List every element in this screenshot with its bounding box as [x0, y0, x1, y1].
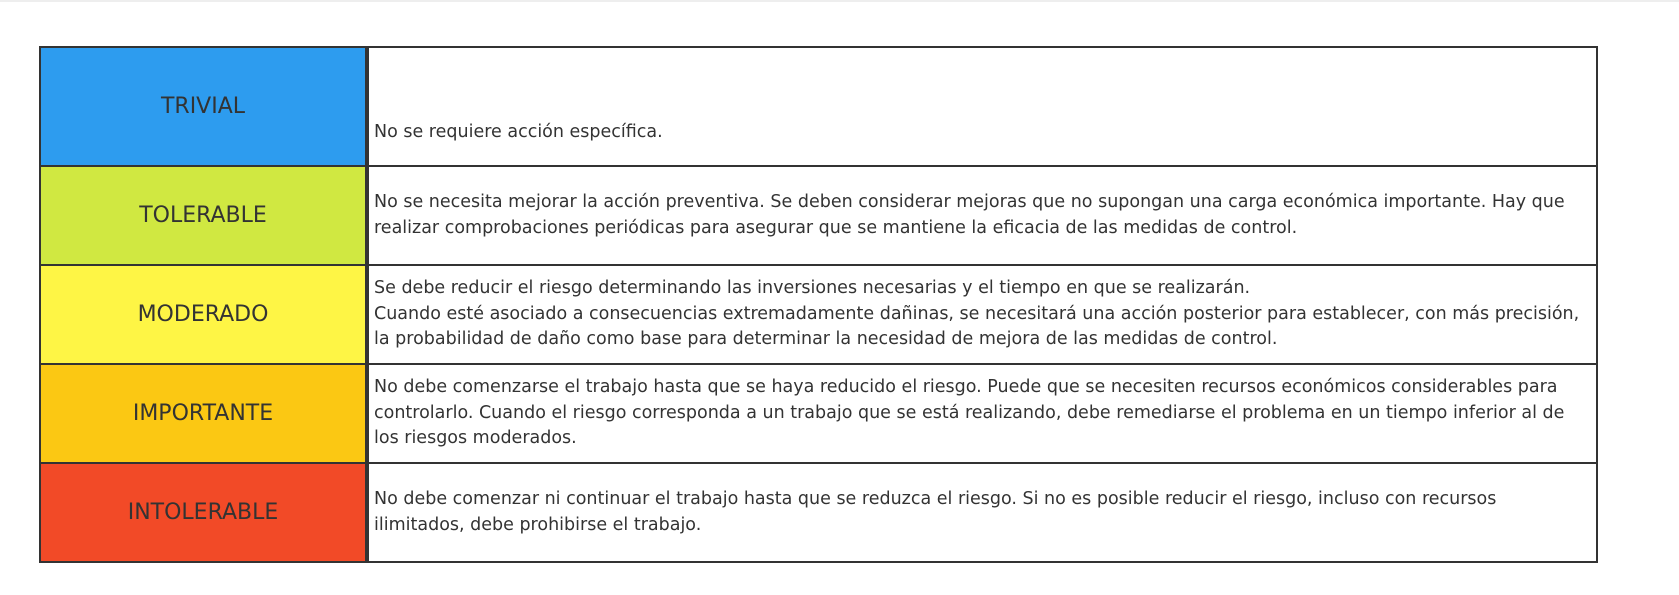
table-row-trivial — [40, 47, 1597, 166]
table-row-tolerable — [40, 166, 1597, 265]
risk-level-action: No se necesita mejorar la acción preventiva. Se deben considerar mejoras que no supongan una carga económica importante. Hay que realizar comprobaciones periódicas para asegurar que se mantiene la eficacia de las medidas de control. — [367, 166, 1597, 265]
risk-level-label: TOLERABLE — [40, 166, 367, 265]
table-row-intolerable — [40, 463, 1597, 562]
top-divider — [0, 0, 1679, 2]
risk-level-action: No debe comenzar ni continuar el trabajo hasta que se reduzca el riesgo. Si no es posible reducir el riesgo, incluso con recursos ilimitados, debe prohibirse el trabajo. — [367, 463, 1597, 562]
risk-level-label: MODERADO — [40, 265, 367, 364]
table-row-moderado — [40, 265, 1597, 364]
risk-level-table — [39, 46, 1598, 563]
risk-level-label: IMPORTANTE — [40, 364, 367, 463]
risk-level-label: TRIVIAL — [40, 47, 367, 166]
risk-level-label: INTOLERABLE — [40, 463, 367, 562]
table-row-importante — [40, 364, 1597, 463]
risk-level-action: No debe comenzarse el trabajo hasta que se haya reducido el riesgo. Puede que se necesiten recursos económicos considerables para controlarlo. Cuando el riesgo corresponda a un trabajo que se está realizando, debe remediarse el problema en un tiempo inferior al de los riesgos moderados. — [367, 364, 1597, 463]
risk-level-action: Se debe reducir el riesgo determinando las inversiones necesarias y el tiempo en que se realizarán. Cuando esté asociado a consecuencias extremadamente dañinas, se necesitará una acción posterior para establecer, con más precisión, la probabilidad de daño como base para determinar la necesidad de mejora de las medidas de control. — [367, 265, 1597, 364]
risk-level-action: No se requiere acción específica. — [367, 47, 1597, 166]
